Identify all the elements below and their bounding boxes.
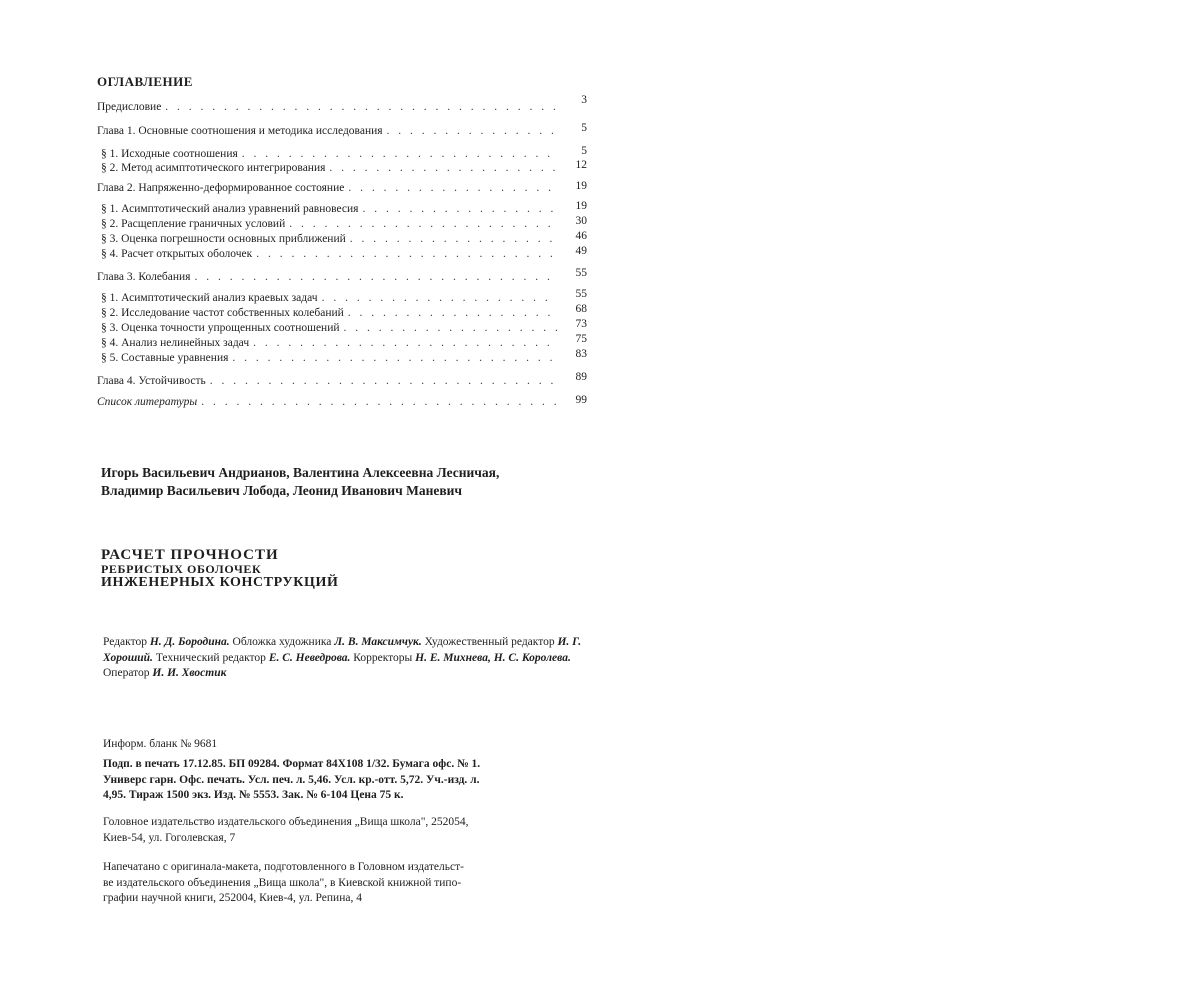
authors-line: Владимир Васильевич Лобода, Леонид Иванович Маневич: [101, 483, 463, 498]
toc-entry-title: § 3. Оценка погрешности основных приближений: [101, 233, 346, 245]
toc-entry-page: 5: [581, 145, 587, 157]
toc-entry: [97, 303, 587, 320]
toc-entry-page: 55: [575, 288, 587, 300]
cover-artist-name: Л. В. Максимчук.: [334, 636, 422, 648]
toc-entry-title: § 5. Составные уравнения: [101, 352, 229, 364]
toc-entry: [97, 202, 587, 216]
toc-leader-dots: [362, 202, 557, 216]
toc-entry-title: Предисловие: [97, 101, 162, 113]
toc-entry-page: 30: [575, 215, 587, 227]
tech-editor-name: Е. С. Неведрова.: [268, 651, 351, 664]
toc-entry-page: 49: [575, 245, 587, 257]
toc-entry: [97, 94, 587, 114]
toc-entry-title: § 4. Расчет открытых оболочек: [101, 248, 253, 260]
toc-leader-dots: [194, 270, 557, 284]
publisher-line: Головное издательство издательского объединения „Вища школа", 252054,: [103, 816, 469, 828]
toc-entry-title: § 1. Исходные соотношения: [101, 148, 238, 160]
toc-entry-page: 68: [575, 303, 587, 315]
toc-entry-title: Глава 2. Напряженно-деформированное состояние: [97, 182, 345, 194]
toc-leader-dots: [256, 247, 557, 261]
toc-entry-page: 3: [581, 94, 587, 106]
toc-leader-dots: [242, 147, 557, 161]
toc-entry-title: § 1. Асимптотический анализ краевых задач: [101, 292, 318, 304]
toc-entry-title: Список литературы: [97, 396, 198, 408]
toc-entry: [97, 147, 587, 161]
toc-entry-page: 75: [575, 333, 587, 345]
printing-info: [103, 860, 593, 907]
editor-label: Редактор: [103, 636, 147, 648]
toc-entry-page: 12: [575, 159, 587, 171]
toc-entry-title: § 4. Анализ нелинейных задач: [101, 337, 250, 349]
toc-entry: [97, 181, 587, 195]
toc-heading: ОГЛАВЛЕНИЕ: [97, 74, 193, 89]
art-editor-name: И. Г. Хороший.: [103, 636, 582, 664]
editorial-credits: [103, 635, 593, 682]
toc-leader-dots: [165, 100, 557, 114]
authors: [101, 464, 591, 500]
toc-entry-title: § 2. Исследование частот собственных колебаний: [101, 307, 344, 319]
print-info: [103, 757, 593, 804]
toc-leader-dots: [322, 291, 557, 305]
toc-entry-page: 83: [575, 348, 587, 360]
toc-entry-page: 19: [575, 200, 587, 212]
toc-leader-dots: [344, 321, 557, 335]
cover-artist-label: Обложка художника: [232, 636, 332, 648]
toc-entry: [97, 217, 587, 231]
toc-entry-page: 19: [575, 180, 587, 192]
toc-entry: [97, 395, 587, 409]
toc-entry: [97, 161, 587, 175]
inform-blank: Информ. бланк № 9681: [103, 738, 218, 750]
toc-entry: [97, 318, 587, 335]
toc-entry-title: Глава 1. Основные соотношения и методика исследования: [97, 125, 383, 137]
toc-entry-title: § 1. Асимптотический анализ уравнений равновесия: [101, 203, 359, 215]
toc-entry: [97, 371, 587, 388]
toc-entry: [97, 124, 587, 138]
book-title-line: РЕБРИСТЫХ ОБОЛОЧЕК: [101, 562, 262, 576]
toc-leader-dots: [329, 161, 557, 175]
toc-leader-dots: [210, 374, 557, 388]
toc-entry: [97, 333, 587, 350]
toc-entry: [97, 267, 587, 284]
toc-leader-dots: [232, 351, 557, 365]
printing-line: графии научной книги, 252004, Киев-4, ул. Репина, 4: [103, 892, 362, 904]
toc-entry-title: § 3. Оценка точности упрощенных соотношений: [101, 322, 340, 334]
tech-editor-label: Технический редактор: [155, 651, 266, 664]
print-info-line: Подп. в печать 17.12.85. БП 09284. Формат 84Х108 1/32. Бумага офс. № 1.: [103, 758, 481, 770]
operator-label: Оператор: [103, 667, 150, 679]
print-info-line: Универс гарн. Офс. печать. Усл. печ. л. 5,46. Усл. кр.-отт. 5,72. Уч.-изд. л.: [103, 773, 480, 786]
book-title-line: ИНЖЕНЕРНЫХ КОНСТРУКЦИЙ: [101, 575, 339, 590]
toc-entry-page: 99: [575, 394, 587, 406]
toc-entry-page: 5: [581, 122, 587, 134]
toc-entry-page: 73: [575, 318, 587, 330]
toc-entry-title: § 2. Расщепление граничных условий: [101, 218, 286, 230]
toc-entry: [97, 247, 587, 261]
toc-entry-page: 89: [575, 371, 587, 383]
printing-line: ве издательского объединения „Вища школа", в Киевской книжной типо-: [103, 876, 462, 889]
toc-leader-dots: [348, 181, 557, 195]
publisher-line: Киев-54, ул. Гоголевская, 7: [103, 831, 236, 844]
editor-name: Н. Д. Бородина.: [149, 636, 230, 648]
publisher-info: [103, 815, 593, 846]
toc-entry: [97, 348, 587, 365]
printing-line: Напечатано с оригинала-макета, подготовленного в Головном издательст-: [103, 861, 464, 873]
toc-entry: [97, 288, 587, 305]
toc-leader-dots: [350, 232, 557, 246]
toc-leader-dots: [253, 336, 557, 350]
book-title: [101, 548, 339, 590]
toc-entry-title: § 2. Метод асимптотического интегрирования: [101, 162, 326, 174]
correctors-label: Корректоры: [353, 651, 413, 664]
toc-leader-dots: [348, 306, 557, 320]
toc-entry-page: 46: [575, 230, 587, 242]
toc-entry-title: Глава 4. Устойчивость: [97, 375, 206, 387]
toc-entry: [97, 232, 587, 246]
operator-name: И. И. Хвостик: [152, 667, 227, 679]
toc-entry-title: Глава 3. Колебания: [97, 271, 191, 283]
authors-line: Игорь Васильевич Андрианов, Валентина Алексеевна Лесничая,: [101, 465, 500, 480]
toc-leader-dots: [387, 124, 557, 138]
art-editor-label: Художественный редактор: [424, 636, 555, 648]
toc-leader-dots: [289, 217, 557, 231]
toc-leader-dots: [201, 395, 557, 409]
toc-entry-page: 55: [575, 267, 587, 279]
correctors-names: Н. Е. Михнева, Н. С. Королева.: [415, 651, 571, 664]
book-title-line: РАСЧЕТ ПРОЧНОСТИ: [101, 547, 279, 563]
print-info-line: 4,95. Тираж 1500 экз. Изд. № 5553. Зак. № 6-104 Цена 75 к.: [103, 789, 404, 801]
